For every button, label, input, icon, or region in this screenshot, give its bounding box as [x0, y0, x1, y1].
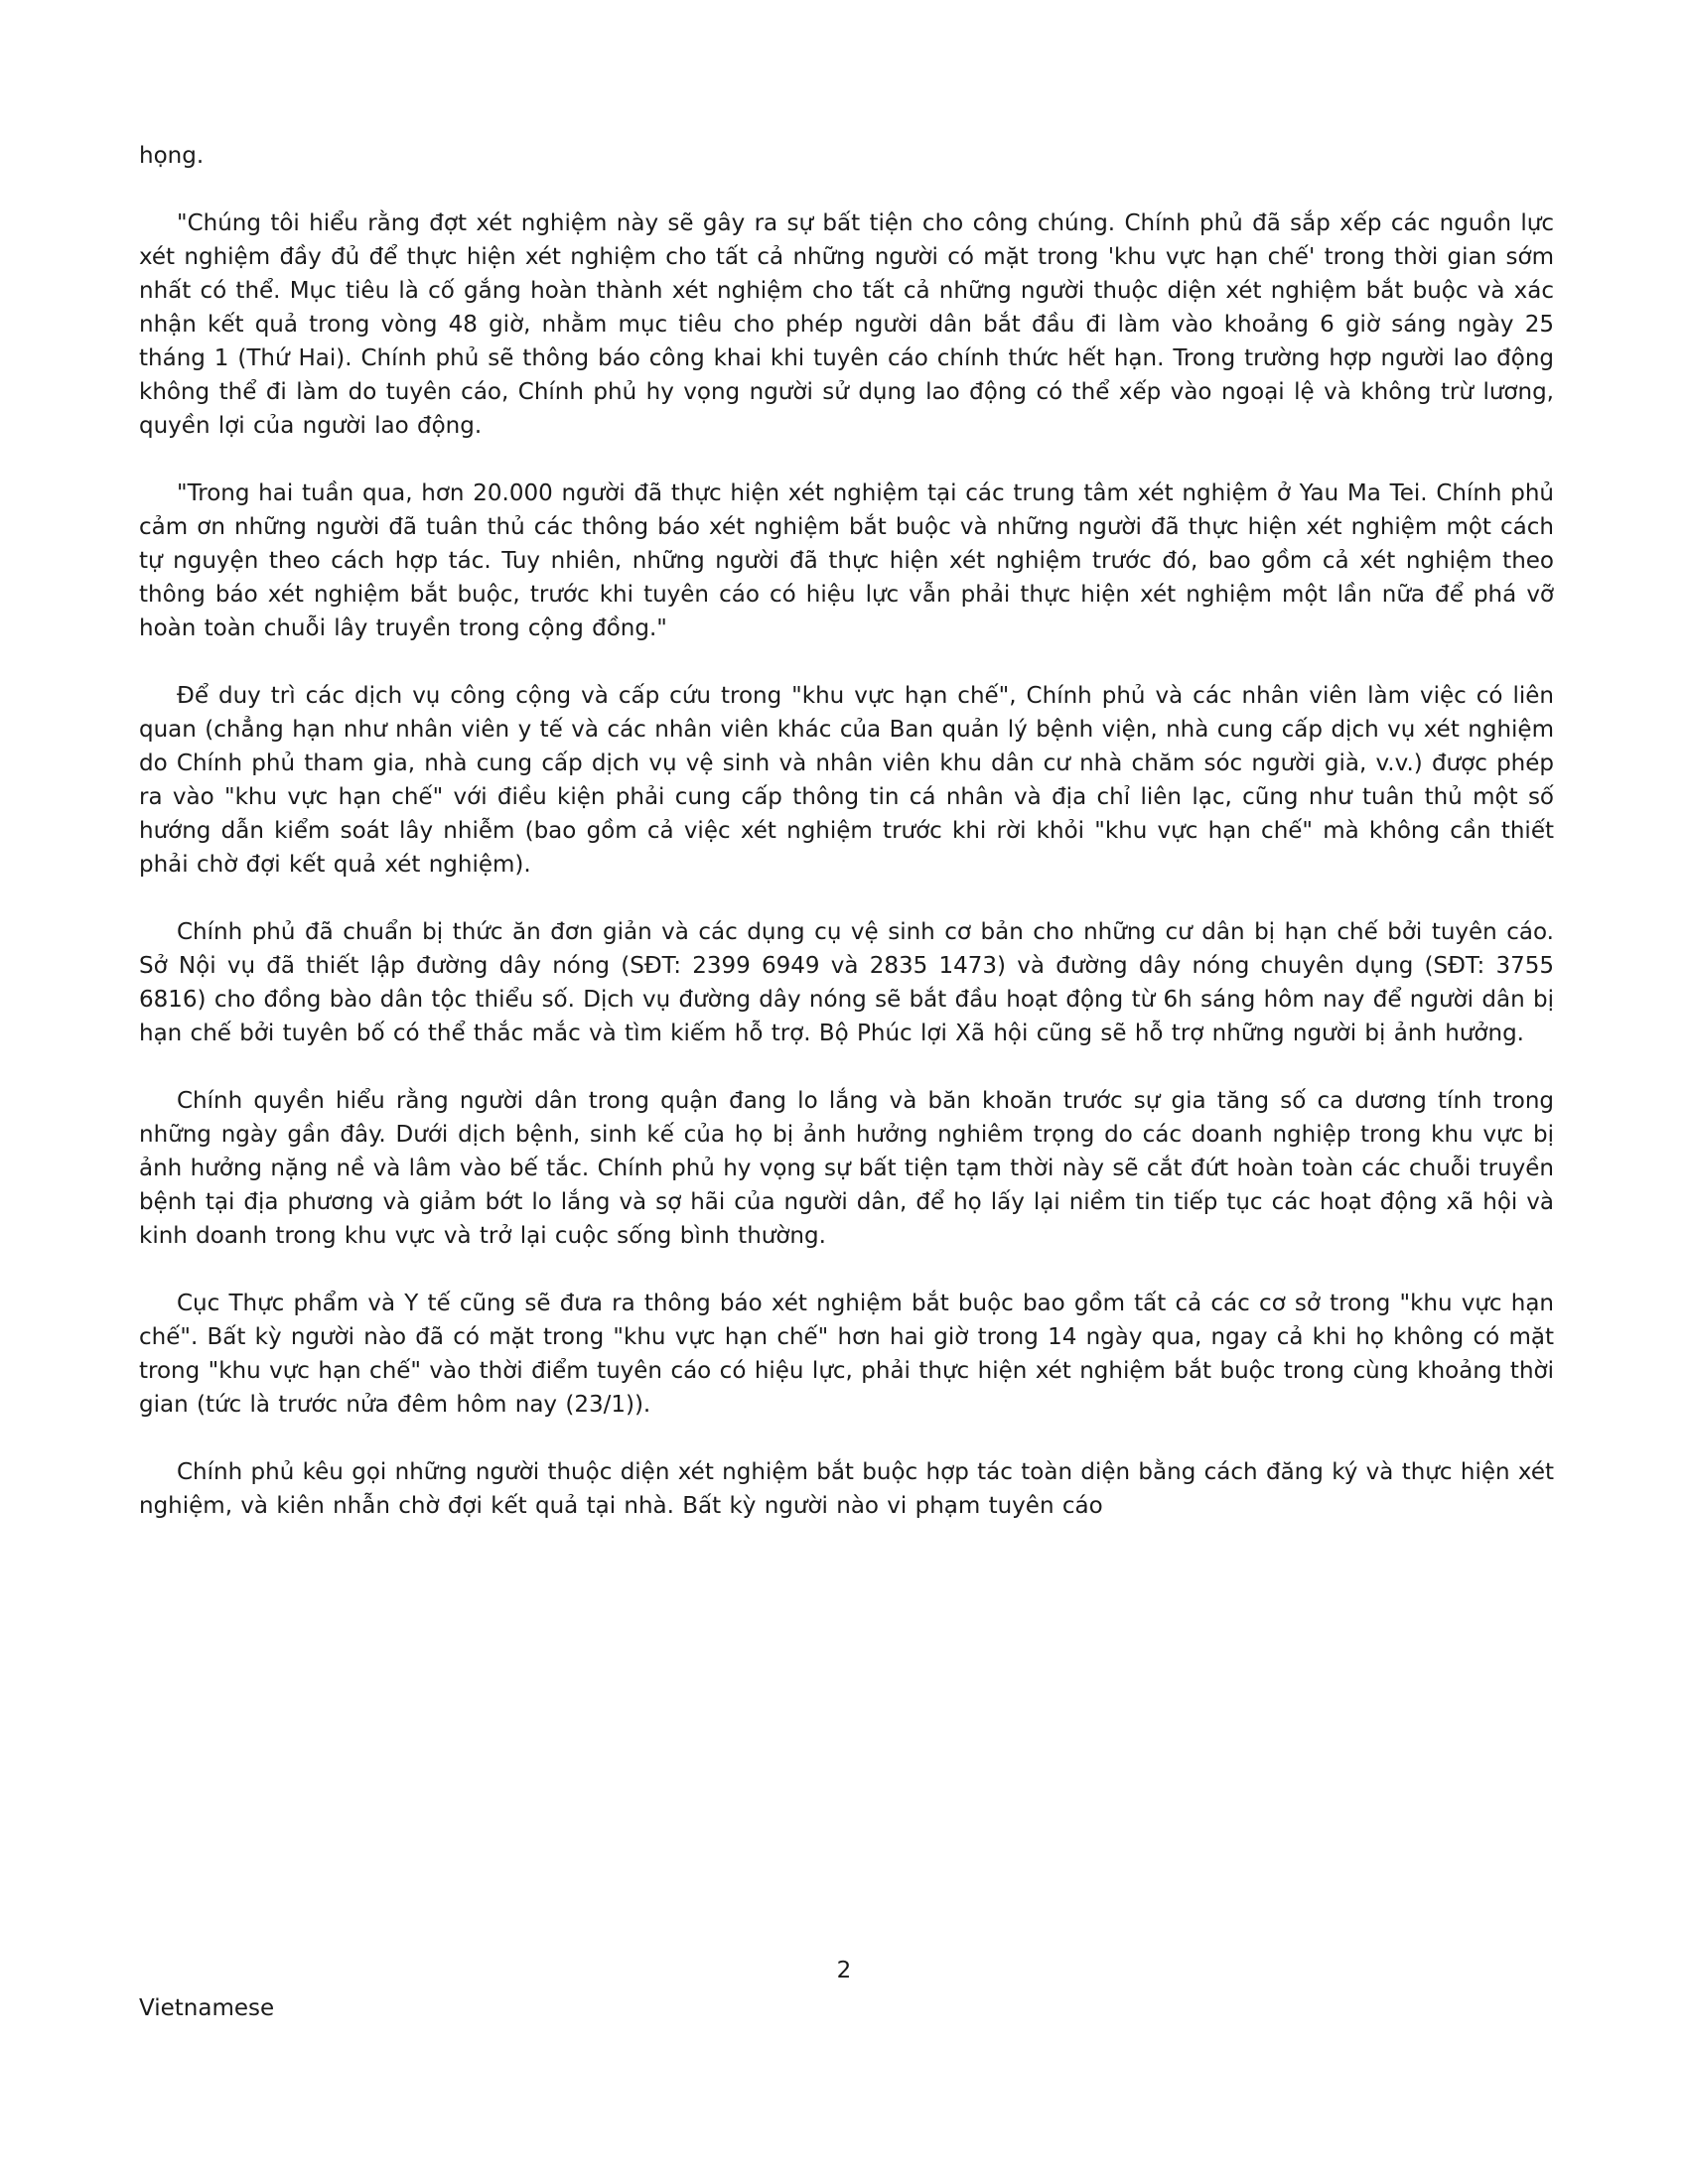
paragraph: "Trong hai tuần qua, hơn 20.000 người đã thực hiện xét nghiệm tại các trung tâm xét nghiệm ở Yau Ma Tei. Chính phủ cảm ơn những người đã tuân thủ các thông báo xét nghiệm bắt buộc và những người đã thực hiện xét nghiệm một cách tự nguyện theo cách hợp tác. Tuy nhiên, những người đã thực hiện xét nghiệm trước đó, bao gồm cả xét nghiệm theo thông báo xét nghiệm bắt buộc, trước khi tuyên cáo có hiệu lực vẫn phải thực hiện xét nghiệm một lần nữa để phá vỡ hoàn toàn chuỗi lây truyền trong cộng đồng." — [139, 480, 1554, 641]
paragraph: "Chúng tôi hiểu rằng đợt xét nghiệm này sẽ gây ra sự bất tiện cho công chúng. Chính phủ đã sắp xếp các nguồn lực xét nghiệm đầy đủ để thực hiện xét nghiệm cho tất cả những người có mặt trong 'khu vực hạn chế' trong thời gian sớm nhất có thể. Mục tiêu là cố gắng hoàn thành xét nghiệm cho tất cả những người thuộc diện xét nghiệm bắt buộc và xác nhận kết quả trong vòng 48 giờ, nhằm mục tiêu cho phép người dân bắt đầu đi làm vào khoảng 6 giờ sáng ngày 25 tháng 1 (Thứ Hai). Chính phủ sẽ thông báo công khai khi tuyên cáo chính thức hết hạn. Trong trường hợp người lao động không thể đi làm do tuyên cáo, Chính phủ hy vọng người sử dụng lao động có thể xếp vào ngoại lệ và không trừ lương, quyền lợi của người lao động. — [139, 210, 1554, 439]
paragraph: Để duy trì các dịch vụ công cộng và cấp cứu trong "khu vực hạn chế", Chính phủ và các nhân viên làm việc có liên quan (chẳng hạn như nhân viên y tế và các nhân viên khác của Ban quản lý bệnh viện, nhà cung cấp dịch vụ xét nghiệm do Chính phủ tham gia, nhà cung cấp dịch vụ vệ sinh và nhân viên khu dân cư nhà chăm sóc người già, v.v.) được phép ra vào "khu vực hạn chế" với điều kiện phải cung cấp thông tin cá nhân và địa chỉ liên lạc, cũng như tuân thủ một số hướng dẫn kiểm soát lây nhiễm (bao gồm cả việc xét nghiệm trước khi rời khỏi "khu vực hạn chế" mà không cần thiết phải chờ đợi kết quả xét nghiệm). — [139, 683, 1554, 878]
paragraph: Chính phủ kêu gọi những người thuộc diện xét nghiệm bắt buộc hợp tác toàn diện bằng cách đăng ký và thực hiện xét nghiệm, và kiên nhẫn chờ đợi kết quả tại nhà. Bất kỳ người nào vi phạm tuyên cáo — [139, 1459, 1554, 1519]
paragraph-continuation: họng. — [139, 143, 205, 169]
paragraph: Chính phủ đã chuẩn bị thức ăn đơn giản và các dụng cụ vệ sinh cơ bản cho những cư dân bị hạn chế bởi tuyên cáo. Sở Nội vụ đã thiết lập đường dây nóng (SĐT: 2399 6949 và 2835 1473) và đường dây nóng chuyên dụng (SĐT: 3755 6816) cho đồng bào dân tộc thiểu số. Dịch vụ đường dây nóng sẽ bắt đầu hoạt động từ 6h sáng hôm nay để người dân bị hạn chế bởi tuyên bố có thể thắc mắc và tìm kiếm hỗ trợ. Bộ Phúc lợi Xã hội cũng sẽ hỗ trợ những người bị ảnh hưởng. — [139, 919, 1554, 1046]
footer-language-label: Vietnamese — [139, 1995, 275, 2021]
paragraph: Chính quyền hiểu rằng người dân trong quận đang lo lắng và băn khoăn trước sự gia tăng số ca dương tính trong những ngày gần đây. Dưới dịch bệnh, sinh kế của họ bị ảnh hưởng nghiêm trọng do các doanh nghiệp trong khu vực bị ảnh hưởng nặng nề và lâm vào bế tắc. Chính phủ hy vọng sự bất tiện tạm thời này sẽ cắt đứt hoàn toàn các chuỗi truyền bệnh tại địa phương và giảm bớt lo lắng và sợ hãi của người dân, để họ lấy lại niềm tin tiếp tục các hoạt động xã hội và kinh doanh trong khu vực và trở lại cuộc sống bình thường. — [139, 1088, 1554, 1249]
paragraph: Cục Thực phẩm và Y tế cũng sẽ đưa ra thông báo xét nghiệm bắt buộc bao gồm tất cả các cơ sở trong "khu vực hạn chế". Bất kỳ người nào đã có mặt trong "khu vực hạn chế" hơn hai giờ trong 14 ngày qua, ngay cả khi họ không có mặt trong "khu vực hạn chế" vào thời điểm tuyên cáo có hiệu lực, phải thực hiện xét nghiệm bắt buộc trong cùng khoảng thời gian (tức là trước nửa đêm hôm nay (23/1)). — [139, 1291, 1554, 1418]
document-body — [139, 139, 1554, 1523]
page-number: 2 — [836, 1958, 852, 1983]
